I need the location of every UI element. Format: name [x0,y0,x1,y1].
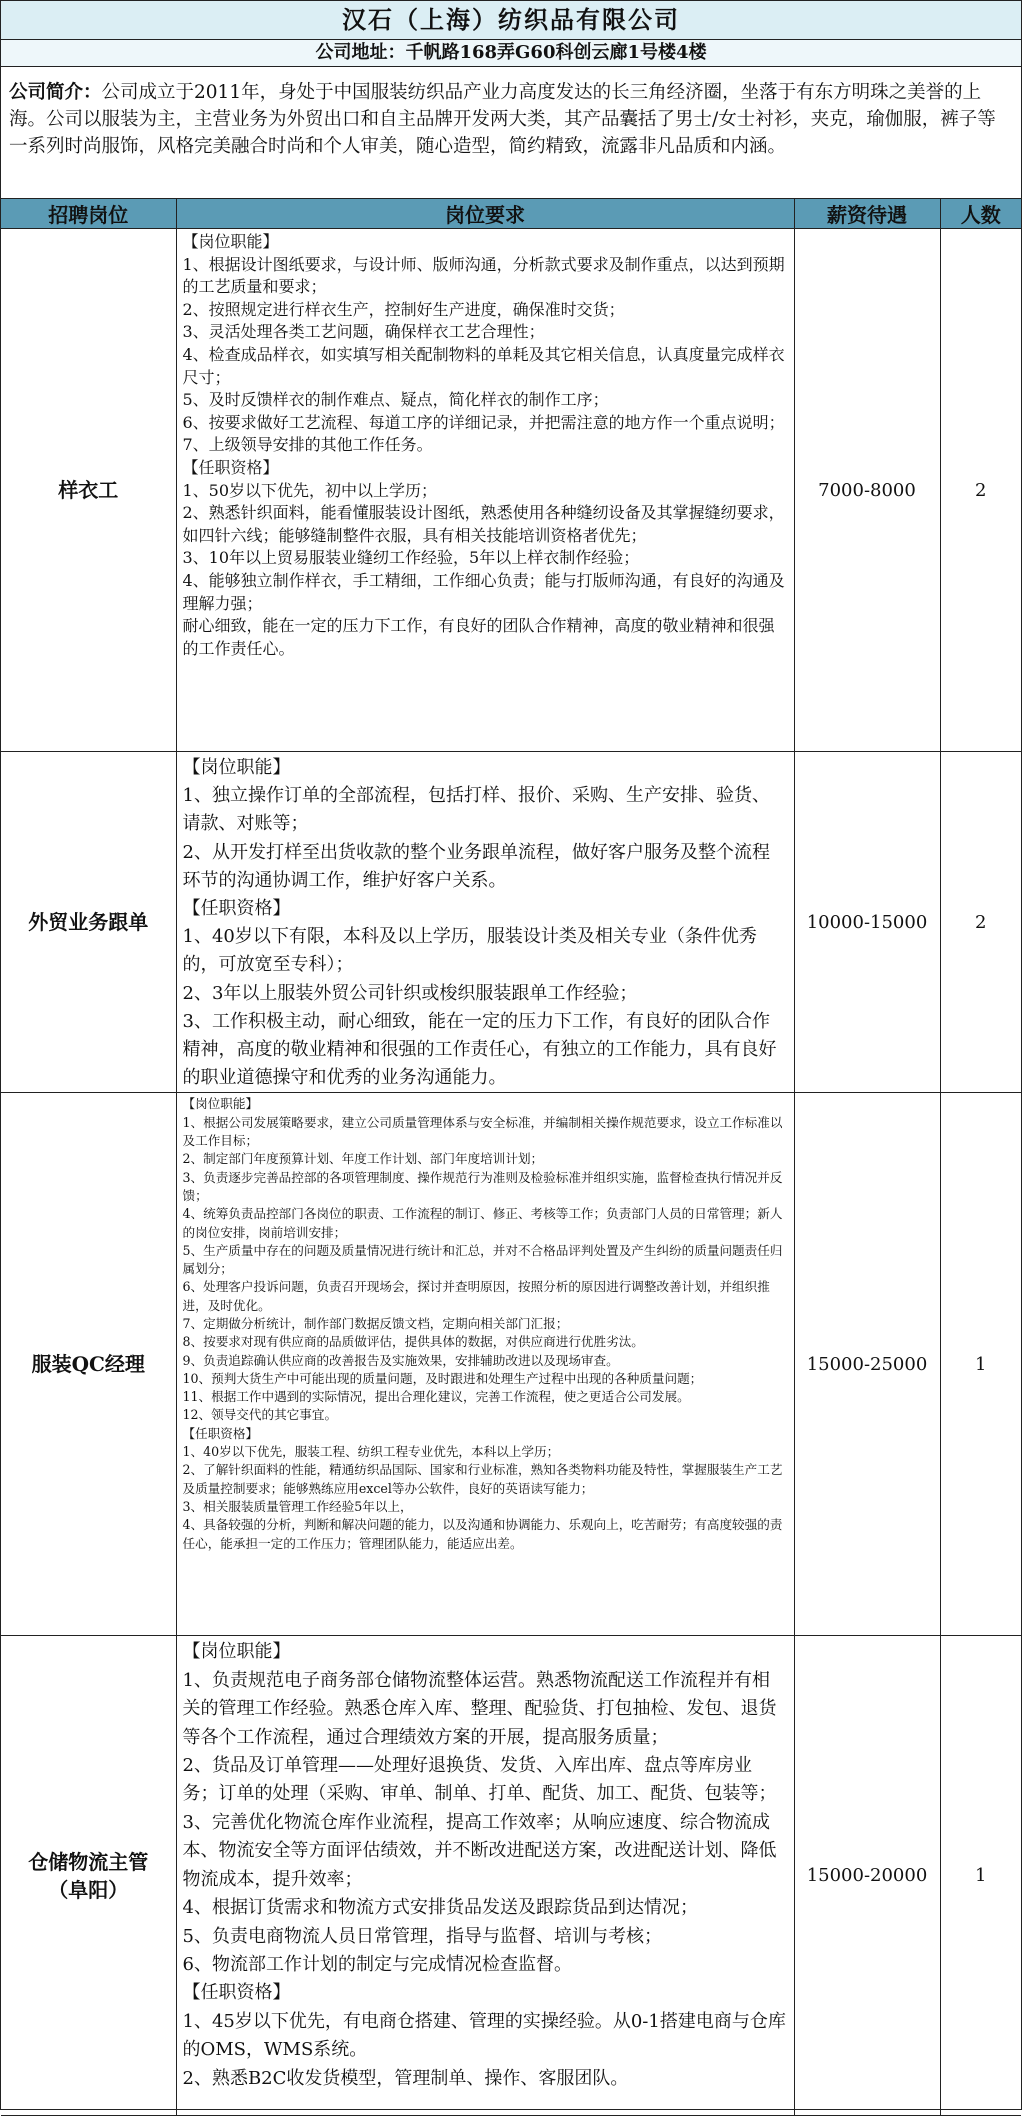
requirement-line: 4、统筹负责品控部门各岗位的职责、工作流程的制订、修正、考核等工作；负责部门人员的日常管理；新人的岗位安排，岗前培训安排； [182,1206,783,1240]
requirement-line: 7、上级领导安排的其他工作任务。 [182,435,433,455]
company-intro [1,67,1021,199]
requirement-line: 2、了解针织面料的性能，精通纺织品国际、国家和行业标准，熟知各类物料功能及特性，掌握服装生产工艺及质量控制要求；能够熟练应用excel等办公软件，良好的英语读写能力； [182,1462,783,1496]
requirement-line: 1、根据公司发展策略要求，建立公司质量管理体系与安全标准，并编制相关操作规范要求，设立工作标准以及工作目标； [182,1114,783,1149]
job-salary: 15000-20000 [794,1636,940,2116]
table-row [1,752,1021,1093]
header-position: 招聘岗位 [1,199,176,229]
job-position [1,1636,176,2116]
requirement-line: 【岗位职能】 [182,1641,291,1663]
table-row [1,1636,1021,2116]
requirement-line: 2、按照规定进行样衣生产，控制好生产进度，确保准时交货； [182,299,625,319]
job-count: 2 [940,229,1021,752]
requirement-line: 5、生产质量中存在的问题及质量情况进行统计和汇总，并对不合格品评判处置及产生纠纷的质量问题责任归属划分； [182,1242,783,1277]
requirement-line: 9、负责追踪确认供应商的改善报告及实施效果，安排辅助改进以及现场审查。 [182,1352,619,1368]
requirement-line: 1、独立操作订单的全部流程，包括打样、报价、采购、生产安排、验货、请款、对账等； [182,785,770,835]
requirement-line: 6、物流部工作计划的制定与完成情况检查监督。 [182,1953,572,1975]
job-position: 服装QC经理 [1,1093,176,1636]
requirement-line: 2、3年以上服装外贸公司针织或梭织服装跟单工作经验； [182,982,638,1004]
requirement-line: 【任职资格】 [182,1982,291,2004]
intro-text: 公司成立于2011年，身处于中国服装纺织品产业力高度发达的长三角经济圈，坐落于有东方明珠之美誉的上海。公司以服装为主，主营业务为外贸出口和自主品牌开发两大类，其产品囊括了男士/女士衬衫，夹克，瑜伽服，裤子等一系列时尚服饰，风格完美融合时尚和个人审美，随心造型，简约精致，流露非凡品质和内涵。 [9,82,996,157]
requirement-line: 6、按要求做好工艺流程、每道工序的详细记录，并把需注意的地方作一个重点说明； [182,412,785,432]
company-address: 公司地址：千帆路168弄G60科创云廊1号楼4楼 [1,40,1021,67]
requirement-line: 4、根据订货需求和物流方式安排货品发送及跟踪货品到达情况； [182,1897,698,1919]
requirement-line: 3、10年以上贸易服装业缝纫工作经验，5年以上样衣制作经验； [182,548,640,568]
job-requirements [176,1636,794,2116]
job-count: 1 [940,1636,1021,2116]
job-position-text: 仓储物流主管（阜阳） [28,1849,149,1902]
requirement-line: 2、货品及订单管理——处理好退换货、发货、入库出库、盘点等库房业务；订单的处理（采购、审单、制单、打单、配货、加工、配货、包装等； [182,1755,777,1805]
requirement-line: 1、45岁以下优先，有电商仓搭建、管理的实操经验。从0-1搭建电商与仓库的OMS，WMS系统。 [182,2010,786,2061]
requirement-line: 5、负责电商物流人员日常管理，指导与监督、培训与考核； [182,1925,662,1947]
requirement-line: 2、熟悉针织面料，能看懂服装设计图纸，熟悉使用各种缝纫设备及其掌握缝纫要求，如四针六线；能够缝制整件衣服，具有相关技能培训资格者优先； [182,503,785,545]
requirement-line: 4、具备较强的分析，判断和解决问题的能力，以及沟通和协调能力、乐观向上，吃苦耐劳；有高度较强的责任心，能承担一定的工作压力；管理团队能力，能适应出差。 [182,1517,783,1551]
requirement-line: 4、检查成品样衣，如实填写相关配制物料的单耗及其它相关信息，认真度量完成样衣尺寸； [182,344,785,387]
requirement-line: 2、从开发打样至出货收款的整个业务跟单流程，做好客户服务及整个流程环节的沟通协调工作，维护好客户关系。 [182,841,770,891]
requirement-line: 3、灵活处理各类工艺问题，确保样衣工艺合理性； [182,322,545,342]
job-requirements [176,229,794,752]
requirement-line: 2、制定部门年度预算计划、年度工作计划、部门年度培训计划； [182,1151,544,1167]
requirement-line: 3、相关服装质量管理工作经验5年以上， [182,1498,413,1514]
requirement-line: 11、根据工作中遇到的实际情况，提出合理化建议，完善工作流程，使之更适合公司发展。 [182,1389,690,1405]
requirement-line: 【任职资格】 [182,898,291,920]
requirement-line: 【任职资格】 [182,457,279,477]
requirement-line: 4、能够独立制作样衣，手工精细，工作细心负责；能与打版师沟通，有良好的沟通及理解力强； [182,570,785,613]
job-salary: 10000-15000 [794,752,940,1093]
job-requirements [176,752,794,1093]
requirement-line: 6、处理客户投诉问题，负责召开现场会，探讨并查明原因，按照分析的原因进行调整改善计划，并组织推进，及时优化。 [182,1279,770,1313]
requirement-line: 1、40岁以下有限，本科及以上学历，服装设计类及相关专业（条件优秀的，可放宽至专科）； [182,926,757,976]
requirement-line: 1、40岁以下优先，服装工程、纺织工程专业优先，本科以上学历； [182,1444,560,1460]
requirement-line: 2、熟悉B2C收发货模型，管理制单、操作、客服团队。 [182,2067,629,2089]
job-position: 外贸业务跟单 [1,752,176,1093]
table-header-row [1,199,1021,229]
requirement-line: 8、按要求对现有供应商的品质做评估，提供具体的数据，对供应商进行优胜劣汰。 [182,1334,644,1350]
company-name: 汉石（上海）纺织品有限公司 [1,1,1021,40]
header-requirements: 岗位要求 [176,199,794,229]
requirement-line: 5、及时反馈样衣的制作难点、疑点，简化样衣的制作工序； [182,390,609,410]
requirement-line: 【岗位职能】 [182,1096,259,1112]
requirement-line: 1、负责规范电子商务部仓储物流整体运营。熟悉物流配送工作流程并有相关的管理工作经验。熟悉仓库入库、整理、配验货、打包抽检、发包、退货等各个工作流程，通过合理绩效方案的开展，提高服务质量； [182,1669,777,1748]
header-salary: 薪资待遇 [794,199,940,229]
requirement-line: 1、根据设计图纸要求，与设计师、版师沟通，分析款式要求及制作重点，以达到预期的工艺质量和要求； [182,254,785,297]
intro-label: 公司简介： [9,82,102,103]
job-position: 样衣工 [1,229,176,752]
job-count: 2 [940,752,1021,1093]
job-count: 1 [940,1093,1021,1636]
table-row [1,1093,1021,1636]
job-salary: 7000-8000 [794,229,940,752]
requirement-line: 7、定期做分析统计，制作部门数据反馈文档，定期向相关部门汇报； [182,1316,569,1331]
requirement-line: 【任职资格】 [182,1425,259,1441]
requirement-line: 3、负责逐步完善品控部的各项管理制度、操作规范行为准则及检验标准并组织实施，监督检查执行情况并反馈； [182,1169,783,1203]
requirement-line: 3、完善优化物流仓库作业流程，提高工作效率；从响应速度、综合物流成本、物流安全等方面评估绩效，并不断改进配送方案，改进配送计划、降低物流成本，提升效率； [182,1811,777,1890]
requirement-line: 3、工作积极主动，耐心细致，能在一定的压力下工作，有良好的团队合作精神，高度的敬业精神和很强的工作责任心，有独立的工作能力，具有良好的职业道德操守和优秀的业务沟通能力。 [182,1010,777,1089]
header-count: 人数 [940,199,1021,229]
requirement-line: 【岗位职能】 [182,232,279,251]
jobs-table [1,199,1021,2116]
job-requirements [176,1093,794,1636]
requirement-line: 耐心细致，能在一定的压力下工作，有良好的团队合作精神，高度的敬业精神和很强的工作责任心。 [182,616,775,658]
job-salary: 15000-25000 [794,1093,940,1636]
requirement-line: 12、领导交代的其它事宜。 [182,1407,338,1423]
requirement-line: 1、50岁以下优先，初中以上学历； [182,480,438,500]
requirement-line: 10、预判大货生产中可能出现的质量问题，及时跟进和处理生产过程中出现的各种质量问题； [182,1370,703,1386]
requirement-line: 【岗位职能】 [182,757,291,778]
table-row [1,229,1021,752]
